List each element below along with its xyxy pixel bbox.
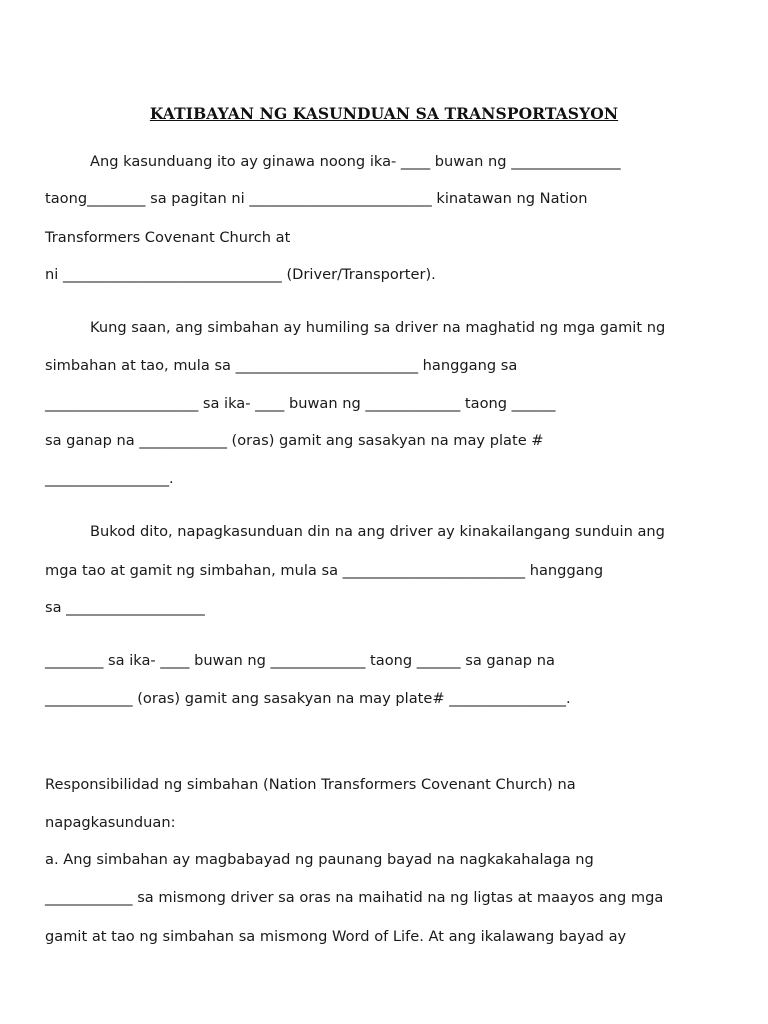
p5-line-5: gamit at tao ng simbahan sa mismong Word of Life. At ang ikalawang bayad ay	[45, 928, 627, 945]
p3-line-2: mga tao at gamit ng simbahan, mula sa _________________________ hanggang	[45, 562, 604, 579]
p2-line-5: _________________.	[45, 470, 174, 487]
p2-line-1: Kung saan, ang simbahan ay humiling sa driver na maghatid ng mga gamit ng	[90, 319, 666, 336]
p1-line-3: Transformers Covenant Church at	[45, 229, 291, 246]
p1-line-2: taong________ sa pagitan ni _________________________ kinatawan ng Nation	[45, 190, 588, 207]
p4-line-2: ____________ (oras) gamit ang sasakyan na may plate# ________________.	[45, 690, 571, 707]
p3-line-1: Bukod dito, napagkasunduan din na ang driver ay kinakailangang sunduin ang	[90, 523, 665, 540]
p2-line-4: sa ganap na ____________ (oras) gamit ang sasakyan na may plate #	[45, 432, 544, 449]
document-title: KATIBAYAN NG KASUNDUAN SA TRANSPORTASYON	[149, 104, 619, 123]
p2-line-3: _____________________ sa ika- ____ buwan ng _____________ taong ______	[45, 395, 556, 412]
p5-line-4: ____________ sa mismong driver sa oras na maihatid na ng ligtas at maayos ang mga	[45, 889, 664, 906]
p2-line-2: simbahan at tao, mula sa _________________________ hanggang sa	[45, 357, 518, 374]
p5-line-2: napagkasunduan:	[45, 814, 176, 831]
p3-line-3: sa ___________________	[45, 599, 205, 616]
p5-line-3: a. Ang simbahan ay magbabayad ng paunang bayad na nagkakahalaga ng	[45, 851, 594, 868]
p1-line-1: Ang kasunduang ito ay ginawa noong ika- ____ buwan ng _______________	[90, 153, 621, 170]
p5-line-1: Responsibilidad ng simbahan (Nation Transformers Covenant Church) na	[45, 776, 576, 793]
p4-line-1: ________ sa ika- ____ buwan ng _____________ taong ______ sa ganap na	[45, 652, 555, 669]
p1-line-4: ni ______________________________ (Driver/Transporter).	[45, 266, 436, 283]
